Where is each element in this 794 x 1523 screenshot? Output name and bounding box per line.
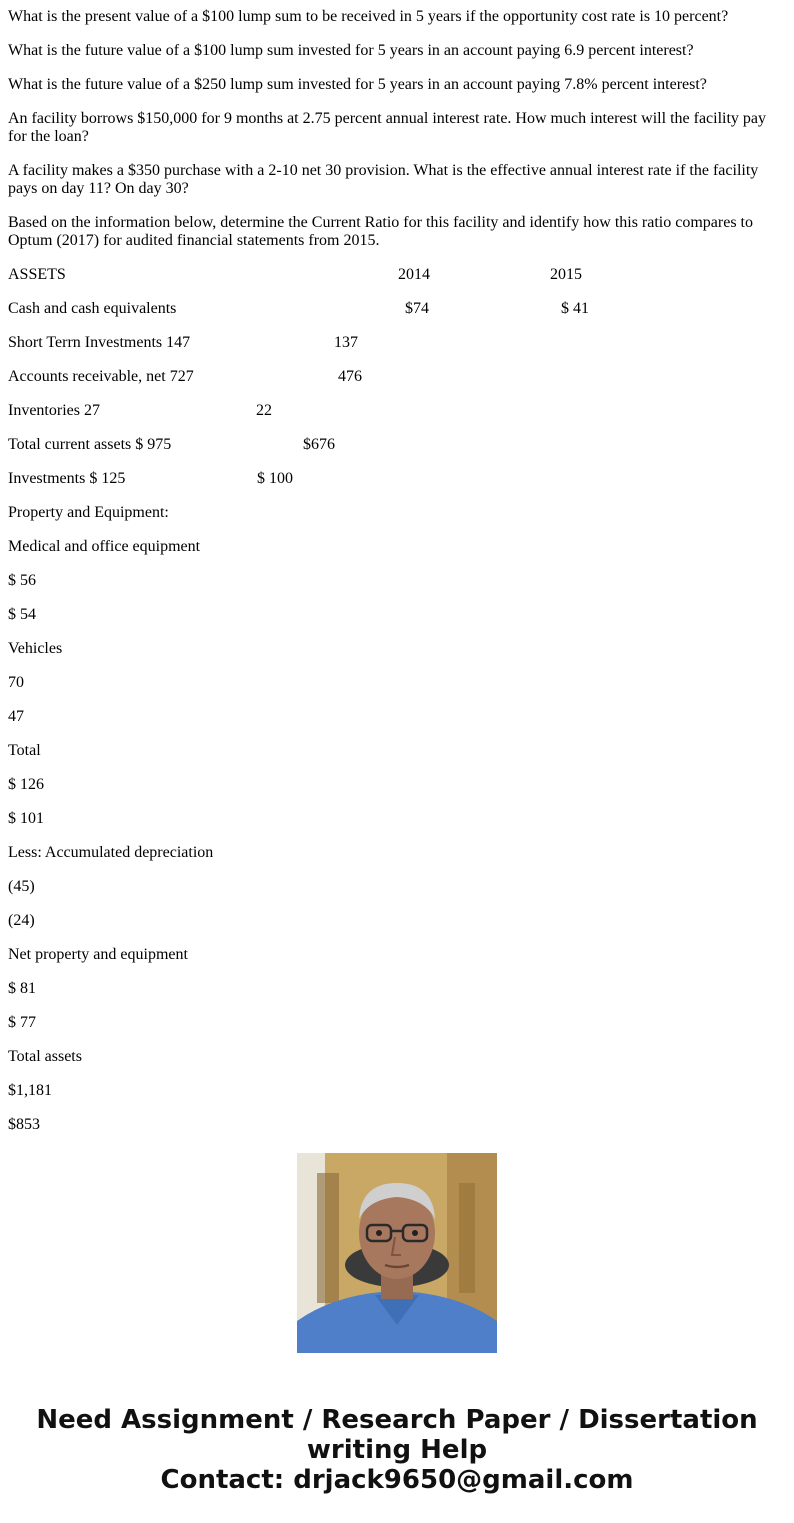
- inventories-label: Inventories 27: [8, 402, 100, 419]
- total-current-2015: $676: [303, 436, 335, 453]
- promo-line-1: Need Assignment / Research Paper / Dissertation: [36, 1405, 758, 1435]
- line-total-assets-2015: $853: [8, 1116, 40, 1133]
- question-4: An facility borrows $150,000 for 9 months at 2.75 percent annual interest rate. How much interest will the facility pay for the loan?: [8, 110, 767, 145]
- cash-2015: $ 41: [561, 300, 589, 317]
- year-2015-header: 2015: [550, 266, 582, 283]
- line-net-property-2014: $ 81: [8, 980, 36, 997]
- question-6: Based on the information below, determine the Current Ratio for this facility and identify how this ratio compares to Optum (2017) for audited financial statements from 2015.: [8, 214, 753, 249]
- line-accum-depr: Less: Accumulated depreciation: [8, 844, 214, 861]
- question-1: What is the present value of a $100 lump sum to be received in 5 years if the opportunity cost rate is 10 percent?: [8, 8, 729, 25]
- promo-contact: Contact: drjack9650@gmail.com: [160, 1465, 634, 1495]
- receivable-label: Accounts receivable, net 727: [8, 368, 194, 385]
- avatar-portrait-icon: [297, 1153, 497, 1353]
- investments-label: Investments $ 125: [8, 470, 126, 487]
- year-2014-header: 2014: [398, 266, 430, 283]
- short-term-label: Short Terrn Investments 147: [8, 334, 191, 351]
- question-2: What is the future value of a $100 lump sum invested for 5 years in an account paying 6.9 percent interest?: [8, 42, 694, 59]
- cash-2014: $74: [405, 300, 429, 317]
- line-total-2014: $ 126: [8, 776, 44, 793]
- line-total-assets-2014: $1,181: [8, 1082, 52, 1099]
- line-net-property-2015: $ 77: [8, 1014, 36, 1031]
- line-medical-2014: $ 56: [8, 572, 36, 589]
- line-total: Total: [8, 742, 41, 759]
- question-3: What is the future value of a $250 lump sum invested for 5 years in an account paying 7.8% percent interest?: [8, 76, 707, 93]
- line-medical-2015: $ 54: [8, 606, 36, 623]
- line-medical-office: Medical and office equipment: [8, 538, 201, 555]
- line-total-assets: Total assets: [8, 1048, 82, 1065]
- promo-line-2: writing Help: [306, 1435, 488, 1465]
- assets-header-label: ASSETS: [8, 266, 66, 283]
- cash-label: Cash and cash equivalents: [8, 300, 177, 317]
- investments-2015: $ 100: [257, 470, 293, 487]
- inventories-2015: 22: [256, 402, 272, 419]
- question-5: A facility makes a $350 purchase with a 2-10 net 30 provision. What is the effective annual interest rate if the facility pays on day 11? On day 30?: [8, 162, 759, 197]
- line-vehicles-2014: 70: [8, 674, 24, 691]
- promo-banner: [0, 1405, 794, 1495]
- author-avatar: [297, 1153, 497, 1353]
- line-total-2015: $ 101: [8, 810, 44, 827]
- line-property-equipment: Property and Equipment:: [8, 504, 169, 521]
- line-net-property: Net property and equipment: [8, 946, 188, 963]
- line-accum-depr-2015: (24): [8, 912, 35, 929]
- total-current-label: Total current assets $ 975: [8, 436, 172, 453]
- line-vehicles: Vehicles: [8, 640, 63, 657]
- line-vehicles-2015: 47: [8, 708, 24, 725]
- receivable-2015: 476: [338, 368, 362, 385]
- line-accum-depr-2014: (45): [8, 878, 35, 895]
- short-term-2015: 137: [334, 334, 358, 351]
